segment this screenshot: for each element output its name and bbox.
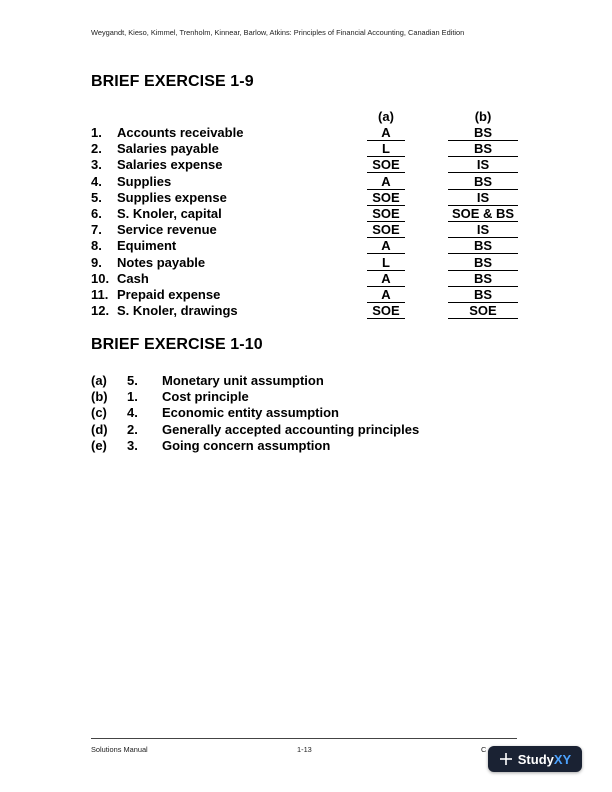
row-account: Cash (117, 270, 149, 286)
row-answer-a: SOE (367, 157, 405, 173)
row-answer-b: BS (448, 174, 518, 190)
row-answer-a: A (367, 125, 405, 141)
exercise-1-10-title: BRIEF EXERCISE 1-10 (91, 336, 263, 353)
row-answer-b: IS (448, 222, 518, 238)
row-account: S. Knoler, drawings (117, 303, 238, 319)
row-number: 6. (91, 205, 102, 221)
row-number: 2. (91, 141, 102, 157)
row-account: Notes payable (117, 254, 206, 270)
badge-label-accent: XY (553, 751, 572, 767)
row-answer-a: A (367, 271, 405, 287)
item-number: 2. (127, 421, 138, 437)
row-number: 7. (91, 222, 102, 238)
item-number: 1. (127, 389, 138, 405)
row-answer-a: A (367, 174, 405, 190)
item-number: 4. (127, 405, 138, 421)
row-answer-a: L (367, 141, 405, 157)
row-answer-a: L (367, 255, 405, 271)
row-answer-a: A (367, 287, 405, 303)
footer-right: C (481, 745, 487, 754)
item-number: 3. (127, 437, 138, 453)
item-text: Monetary unit assumption (162, 373, 324, 388)
row-number: 1. (91, 125, 102, 140)
item-letter: (e) (91, 437, 107, 453)
column-b-header: (b) (474, 109, 492, 124)
row-account: Supplies expense (117, 189, 227, 205)
item-text: Economic entity assumption (162, 405, 339, 421)
row-answer-a: A (367, 238, 405, 254)
row-number: 12. (91, 303, 110, 319)
row-answer-b: BS (448, 141, 518, 157)
row-answer-b: IS (448, 157, 518, 173)
column-a-header: (a) (378, 109, 394, 124)
row-account: Supplies (117, 173, 172, 189)
item-letter: (d) (91, 421, 108, 437)
item-text: Cost principle (162, 389, 249, 405)
row-account: Salaries payable (117, 141, 219, 157)
row-answer-b: BS (448, 271, 518, 287)
row-number: 3. (91, 157, 102, 173)
row-account: Prepaid expense (117, 286, 221, 302)
row-number: 10. (91, 270, 110, 286)
row-account: Accounts receivable (117, 125, 244, 140)
item-letter: (b) (91, 389, 108, 405)
row-account: S. Knoler, capital (117, 205, 222, 221)
footer-page-number: 1-13 (297, 745, 312, 754)
plus-icon (499, 752, 513, 766)
footer-divider (91, 738, 517, 739)
row-answer-a: SOE (367, 206, 405, 222)
row-number: 9. (91, 254, 102, 270)
row-answer-b: SOE (448, 303, 518, 319)
row-answer-b: BS (448, 125, 518, 141)
item-text: Generally accepted accounting principles (162, 421, 420, 437)
row-answer-b: BS (448, 238, 518, 254)
row-answer-a: SOE (367, 303, 405, 319)
badge-label-prefix: Study (517, 751, 554, 767)
studyxy-badge[interactable] (488, 746, 582, 772)
row-answer-b: BS (448, 255, 518, 271)
exercise-1-9-title: BRIEF EXERCISE 1-9 (91, 73, 254, 90)
row-answer-a: SOE (367, 222, 405, 238)
row-account: Equiment (117, 238, 177, 254)
row-number: 8. (91, 238, 102, 254)
row-account: Salaries expense (117, 157, 223, 173)
row-answer-b: SOE & BS (448, 206, 518, 222)
page-header: Weygandt, Kieso, Kimmel, Trenholm, Kinnear, Barlow, Atkins: Principles of Financial Accounting, Canadian Edition (91, 28, 465, 37)
item-letter: (c) (91, 405, 107, 421)
row-number: 5. (91, 189, 102, 205)
item-number: 5. (127, 373, 138, 388)
row-answer-b: IS (448, 190, 518, 206)
row-number: 4. (91, 173, 102, 189)
item-text: Going concern assumption (162, 437, 331, 453)
row-answer-a: SOE (367, 190, 405, 206)
footer-left: Solutions Manual (91, 745, 148, 754)
row-number: 11. (91, 286, 109, 302)
row-account: Service revenue (117, 222, 217, 238)
badge-label (518, 752, 571, 767)
item-letter: (a) (91, 373, 107, 388)
row-answer-b: BS (448, 287, 518, 303)
